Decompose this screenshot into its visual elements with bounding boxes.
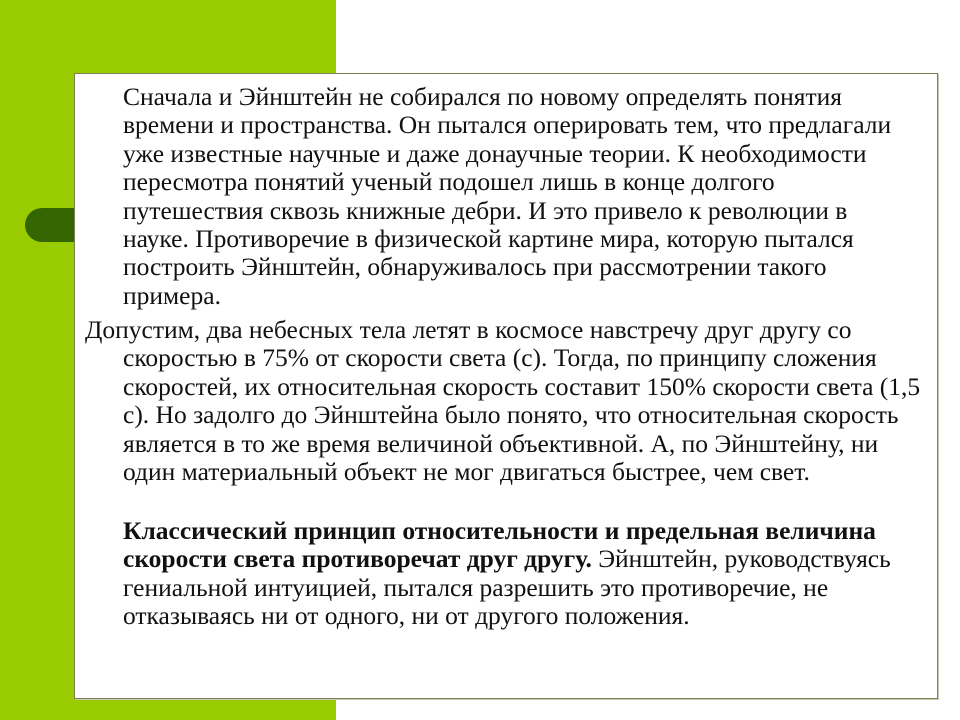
conclusion-text: Эйнштейн, руководствуясь гениальной интуицией, пытался разрешить это противоречие, не отказываясь ни от одного, ни от другого положения. (123, 544, 891, 631)
paragraph-conclusion (123, 517, 923, 631)
paragraph-example-text: Допустим, два небесных тела летят в космосе навстречу друг другу со скоростью в 75% от скорости света (с). Тогда, по принципу сложения скоростей, их относительная скорость составит 150% скорости света (1,5 с). Но задолго до Эйнштейна было понято, что относительная скорость является в то же время величиной объективной. А, по Эйнштейну, ни один материальный объект не мог двигаться быстрее, чем свет. (85, 315, 921, 487)
paragraph-example (85, 316, 923, 486)
conclusion-bold-statement: Классический принцип относительности и предельная величина скорости света противоречат друг другу. (123, 516, 876, 574)
text-content-box (74, 73, 938, 699)
paragraph-intro: Сначала и Эйнштейн не собирался по новому определять понятия времени и пространства. Он пытался оперировать тем, что предлагали уже известные научные и даже донаучные теории. К необходимости пересмотра понятий ученый подошел лишь в конце долгого путешествия сквозь книжные дебри. И это привело к революции в науке. Противоречие в физической картине мира, которую пытался построить Эйнштейн, обнаруживалось при рассмотрении такого примера. (123, 82, 892, 310)
